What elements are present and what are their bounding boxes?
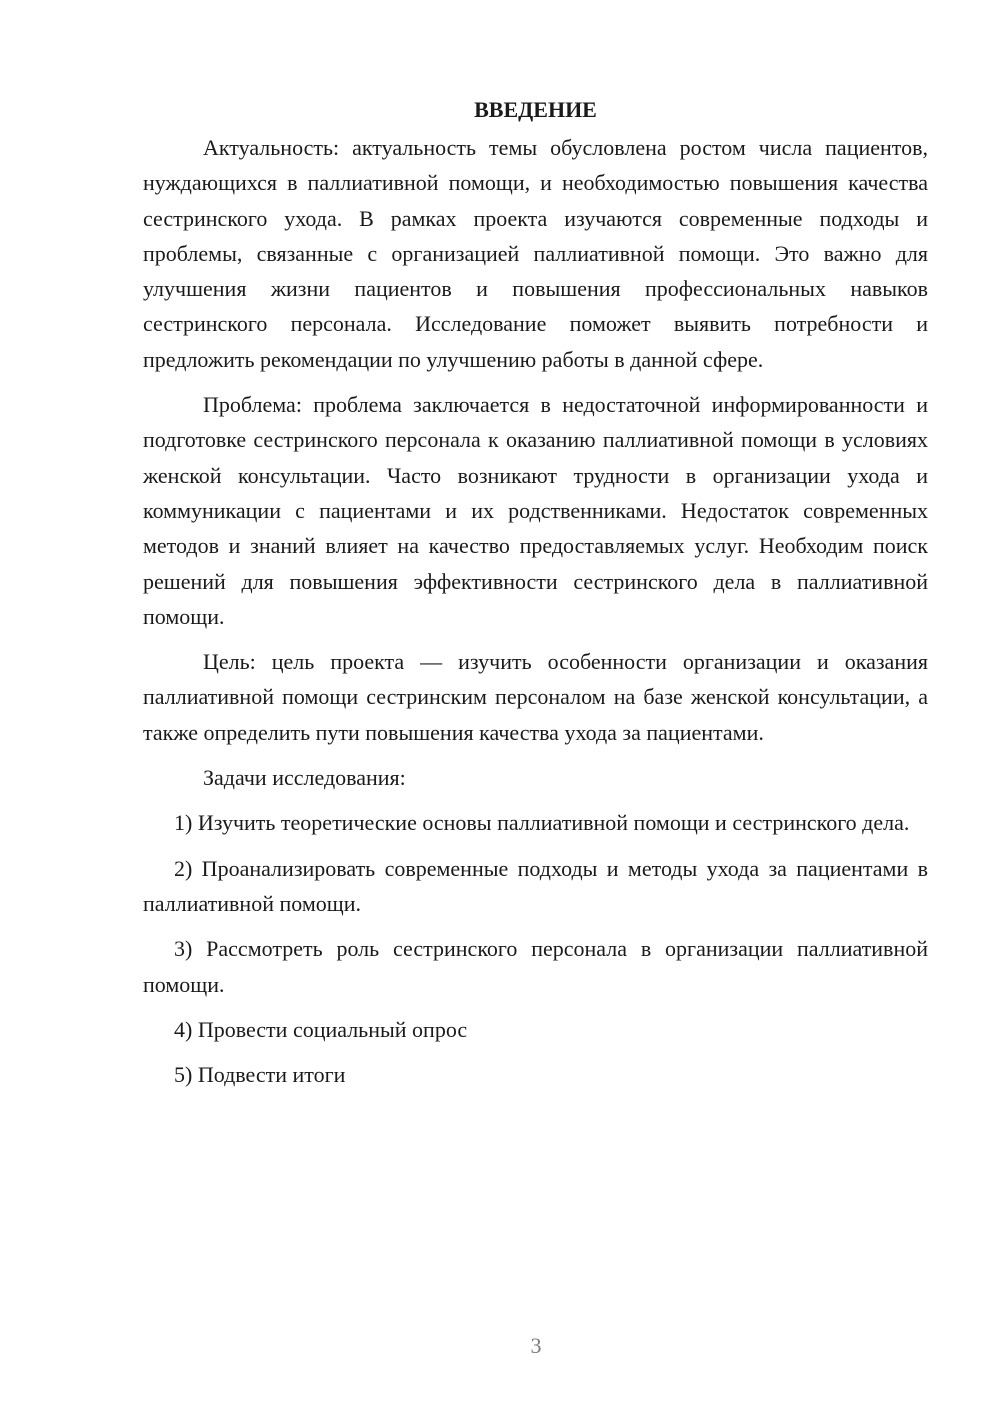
problem-paragraph: Проблема: проблема заключается в недостаточной информированности и подготовке сестринского персонала к оказанию паллиативной помощи в условиях женской консультации. Часто возникают трудности в организации ухода и коммуникации с пациентами и их родственниками. Недостаток современных методов и знаний влияет на качество предоставляемых услуг. Необходим поиск решений для повышения эффективности сестринского дела в паллиативной помощи. bbox=[143, 392, 928, 629]
task-item: 4) Провести социальный опрос bbox=[174, 1016, 468, 1042]
tasks-list bbox=[143, 805, 928, 1092]
page-number: 3 bbox=[530, 1333, 542, 1358]
task-item: 1) Изучить теоретические основы паллиативной помощи и сестринского дела. bbox=[174, 810, 910, 836]
task-item: 2) Проанализировать современные подходы и методы ухода за пациентами в паллиативной помощи. bbox=[143, 855, 928, 916]
task-item: 5) Подвести итоги bbox=[174, 1062, 346, 1088]
task-item: 3) Рассмотреть роль сестринского персонала в организации паллиативной помощи. bbox=[143, 936, 928, 997]
document-page bbox=[143, 92, 928, 1102]
relevance-paragraph: Актуальность: актуальность темы обусловлена ростом числа пациентов, нуждающихся в паллиативной помощи, и необходимостью повышения качества сестринского ухода. В рамках проекта изучаются современные подходы и проблемы, связанные с организацией паллиативной помощи. Это важно для улучшения жизни пациентов и повышения профессиональных навыков сестринского персонала. Исследование поможет выявить потребности и предложить рекомендации по улучшению работы в данной сфере. bbox=[143, 135, 928, 372]
tasks-label: Задачи исследования: bbox=[203, 765, 406, 791]
goal-paragraph: Цель: цель проекта — изучить особенности организации и оказания паллиативной помощи сестринским персоналом на базе женской консультации, а также определить пути повышения качества ухода за пациентами. bbox=[143, 649, 928, 745]
section-heading: ВВЕДЕНИЕ bbox=[474, 97, 597, 122]
